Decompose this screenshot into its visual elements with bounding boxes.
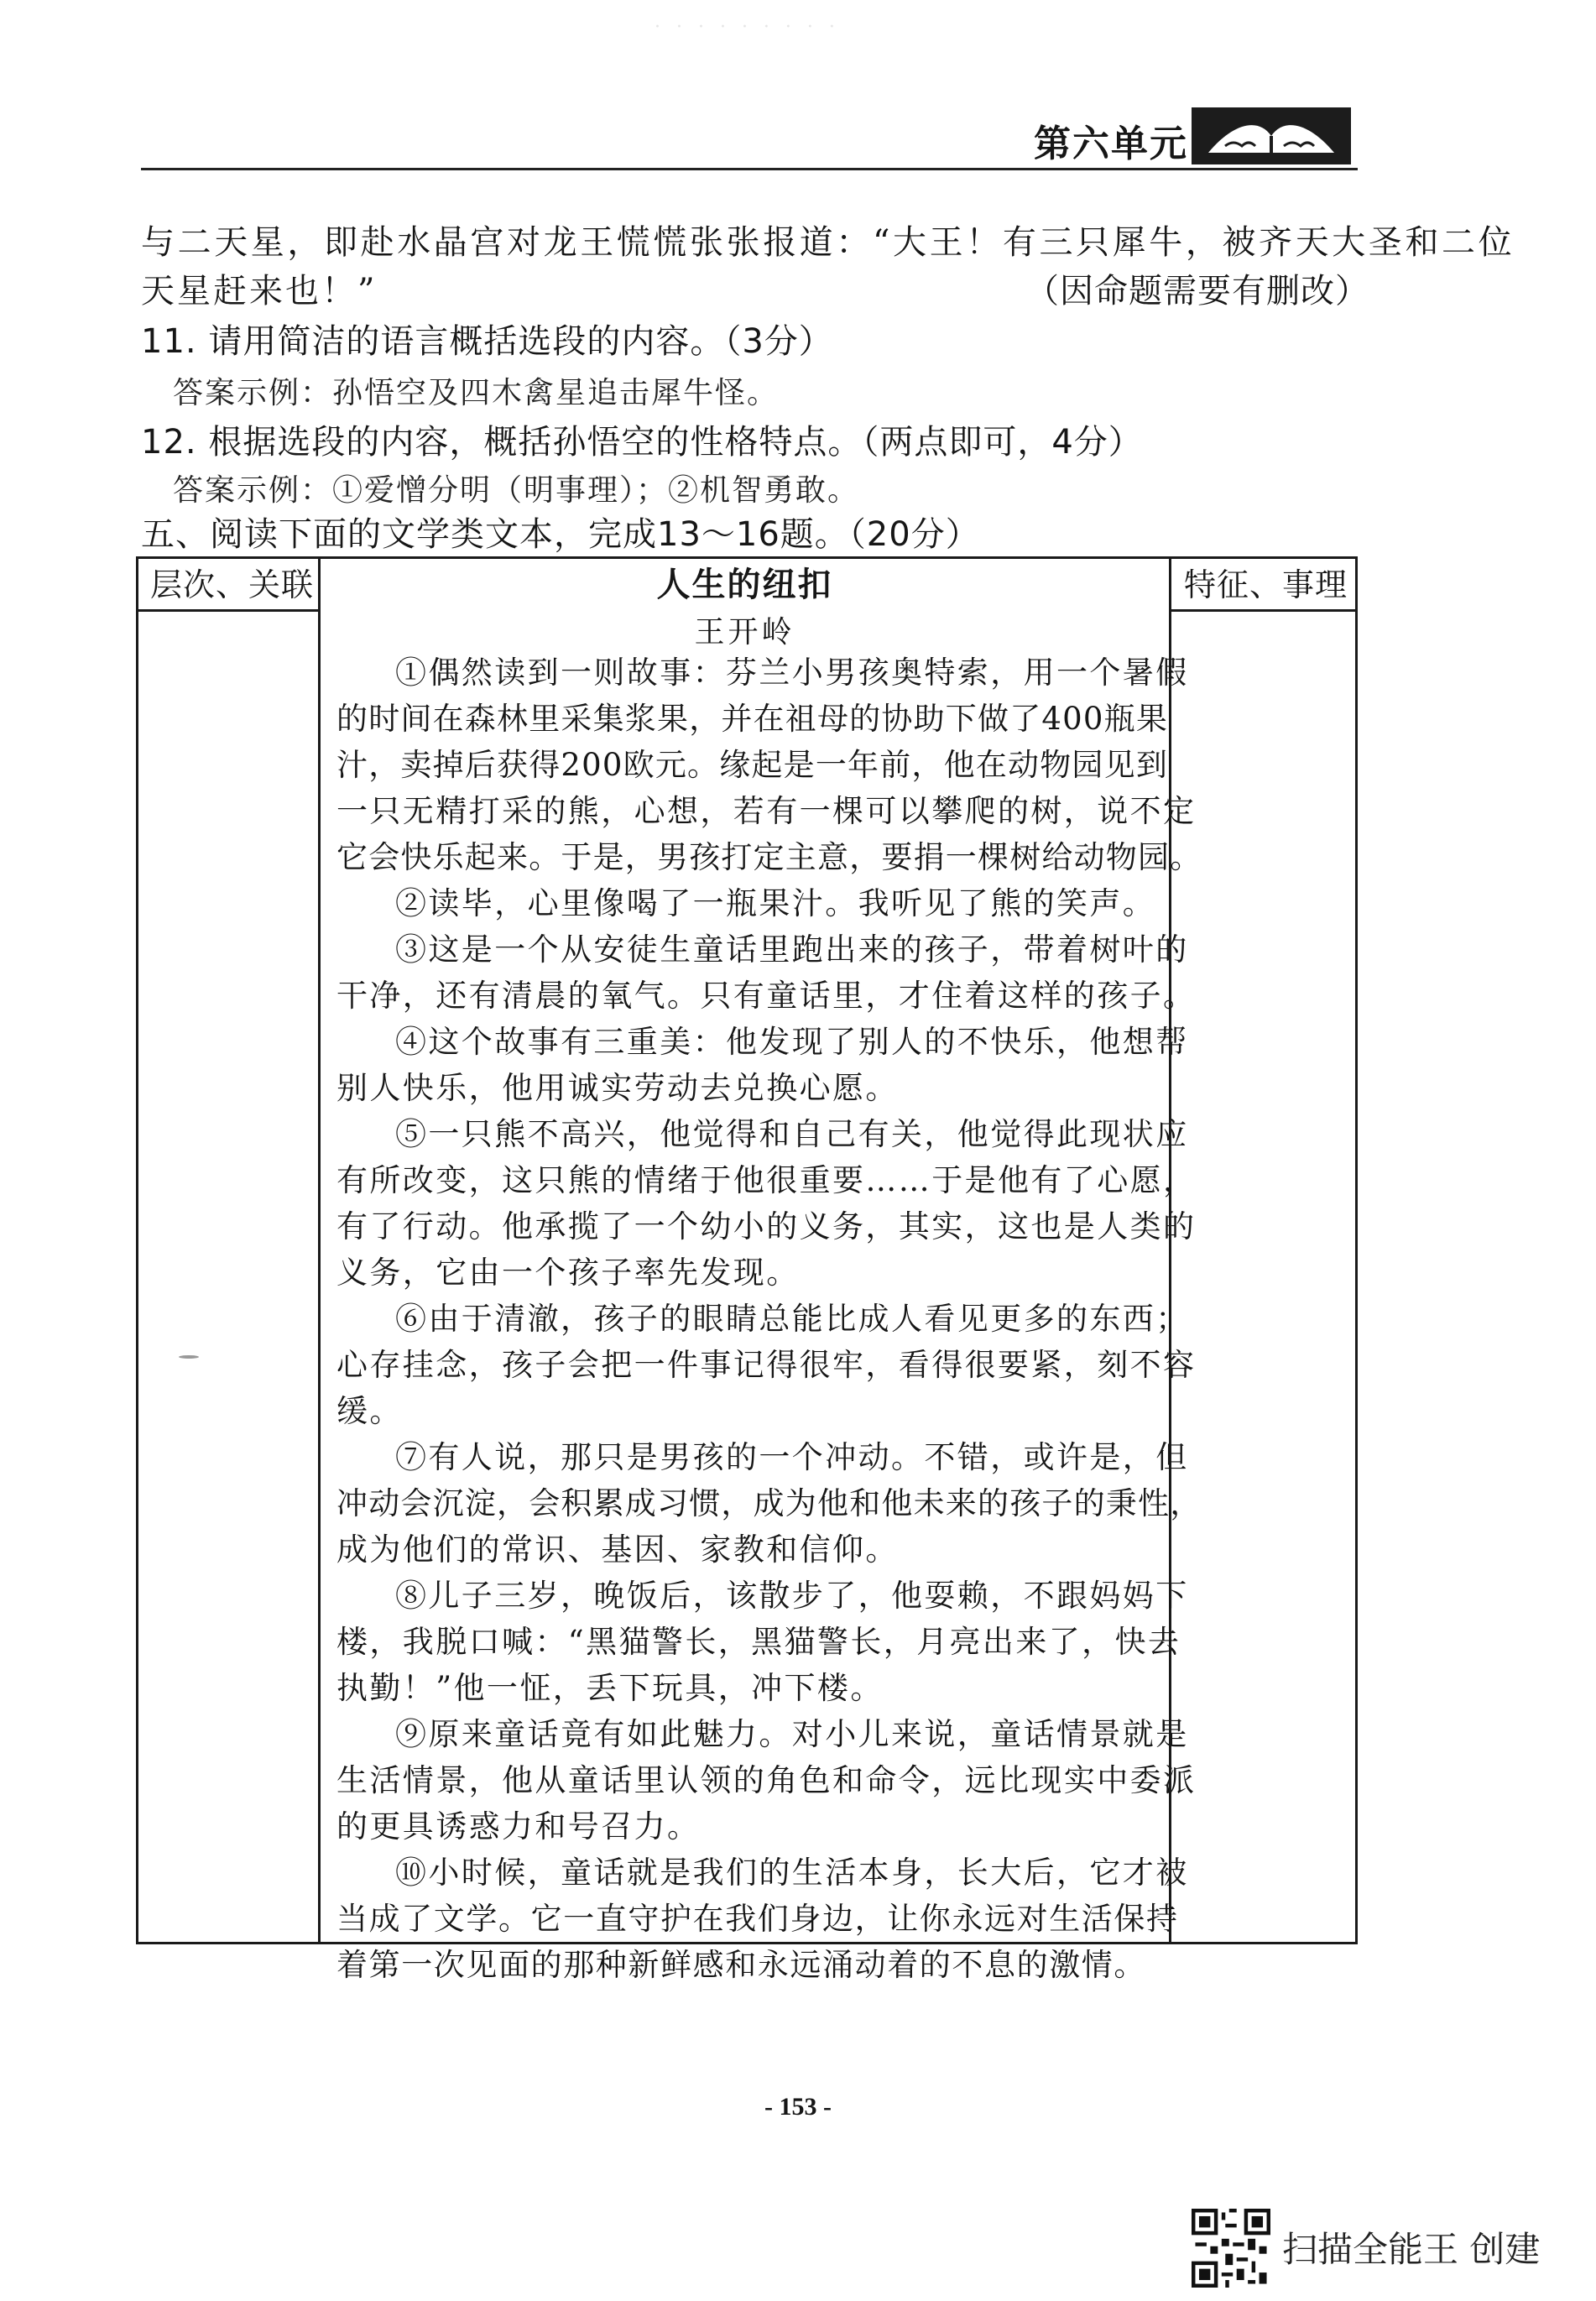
intro-line-1: 与二天星，即赴水晶宫对龙王慌慌张张报道：“大王！有三只犀牛，被齐天大圣和二位 xyxy=(141,223,1515,262)
answer-11: 答案示例：孙悟空及四木禽星追击犀牛怪。 xyxy=(173,376,780,410)
article-line: 心存挂念，孩子会把一件事记得很牢，看得很要紧，刻不容 xyxy=(336,1347,1197,1383)
article-author: 王开岭 xyxy=(694,615,795,650)
right-column-header: 特征、事理 xyxy=(1184,566,1348,603)
answer-12: 答案示例：①爱憎分明（明事理）；②机智勇敢。 xyxy=(173,473,860,508)
left-header-rule xyxy=(138,609,318,612)
article-line: 别人快乐，他用诚实劳动去兑换心愿。 xyxy=(336,1070,899,1106)
editor-note: （因命题需要有删改） xyxy=(1025,272,1369,310)
question-11: 11. 请用简洁的语言概括选段的内容。（3分） xyxy=(141,322,833,361)
article-line: 的时间在森林里采集浆果，并在祖母的协助下做了400瓶果 xyxy=(336,701,1169,737)
article-line: ⑨原来童话竟有如此魅力。对小儿来说，童话情景就是 xyxy=(395,1716,1189,1752)
article-line: 楼，我脱口喊：“黑猫警长，黑猫警长，月亮出来了，快去 xyxy=(336,1624,1181,1660)
unit-title: 第六单元 xyxy=(1034,123,1188,165)
book-logo-icon xyxy=(1192,107,1351,164)
article-line: ③这是一个从安徒生童话里跑出来的孩子，带着树叶的 xyxy=(395,931,1189,968)
article-line: 当成了文学。它一直守护在我们身边，让你永远对生活保持 xyxy=(336,1901,1179,1937)
qr-code-icon xyxy=(1192,2209,1270,2288)
article-line: 一只无精打采的熊，心想，若有一棵可以攀爬的树，说不定 xyxy=(336,793,1197,829)
article-line: 有所改变，这只熊的情绪于他很重要……于是他有了心愿， xyxy=(336,1162,1197,1198)
article-line: ⑧儿子三岁，晚饭后，该散步了，他耍赖，不跟妈妈下 xyxy=(395,1578,1189,1614)
article-line: 着第一次见面的那种新鲜感和永远涌动着的不息的激情。 xyxy=(336,1947,1146,1983)
article-line: 义务，它由一个孩子率先发现。 xyxy=(336,1255,800,1291)
header-divider xyxy=(141,168,1358,170)
article-line: 执勤！”他一怔，丢下玩具，冲下楼。 xyxy=(336,1670,884,1706)
article-line: 缓。 xyxy=(336,1393,403,1429)
article-line: ⑤一只熊不高兴，他觉得和自己有关，他觉得此现状应 xyxy=(395,1116,1189,1152)
article-line: ⑦有人说，那只是男孩的一个冲动。不错，或许是，但 xyxy=(395,1439,1189,1475)
table-divider-left xyxy=(318,559,321,1942)
reading-table xyxy=(136,556,1358,1983)
article-line: ⑩小时候，童话就是我们的生活本身，长大后，它才被 xyxy=(395,1855,1189,1891)
section-5-heading: 五、阅读下面的文学类文本，完成13～16题。（20分） xyxy=(141,515,980,554)
article-line: 有了行动。他承揽了一个幼小的义务，其实，这也是人类的 xyxy=(336,1208,1197,1244)
intro-line-2: 天星赶来也！” xyxy=(141,272,378,310)
article-line: 生活情景，他从童话里认领的角色和命令，远比现实中委派 xyxy=(336,1762,1197,1798)
article-line: 它会快乐起来。于是，男孩打定主意，要捐一棵树给动物园。 xyxy=(336,839,1202,875)
article-line: 的更具诱惑力和号召力。 xyxy=(336,1808,701,1844)
article-line: ②读毕，心里像喝了一瓶果汁。我听见了熊的笑声。 xyxy=(395,885,1156,921)
right-header-rule xyxy=(1169,609,1355,612)
article-title: 人生的纽扣 xyxy=(656,566,833,604)
article-line: 汁，卖掉后获得200欧元。缘起是一年前，他在动物园见到 xyxy=(336,747,1169,783)
question-12: 12. 根据选段的内容，概括孙悟空的性格特点。（两点即可，4分） xyxy=(141,423,1143,462)
article-line: 干净，还有清晨的氧气。只有童话里，才住着这样的孩子。 xyxy=(336,978,1197,1014)
left-column-header: 层次、关联 xyxy=(150,566,315,603)
faint-top-text: · · · · · · · · · xyxy=(655,17,840,38)
page-number: - 153 - xyxy=(764,2093,832,2121)
article-line: 冲动会沉淀，会积累成习惯，成为他和他未来的孩子的秉性， xyxy=(336,1485,1202,1521)
article-line: ①偶然读到一则故事：芬兰小男孩奥特索，用一个暑假 xyxy=(395,655,1189,691)
scanner-watermark: 扫描全能王 创建 xyxy=(1282,2229,1541,2270)
article-line: ⑥由于清澈，孩子的眼睛总能比成人看见更多的东西； xyxy=(395,1301,1189,1337)
scan-speck xyxy=(176,1354,201,1359)
article-line: 成为他们的常识、基因、家教和信仰。 xyxy=(336,1531,899,1568)
article-line: ④这个故事有三重美：他发现了别人的不快乐，他想帮 xyxy=(395,1024,1189,1060)
